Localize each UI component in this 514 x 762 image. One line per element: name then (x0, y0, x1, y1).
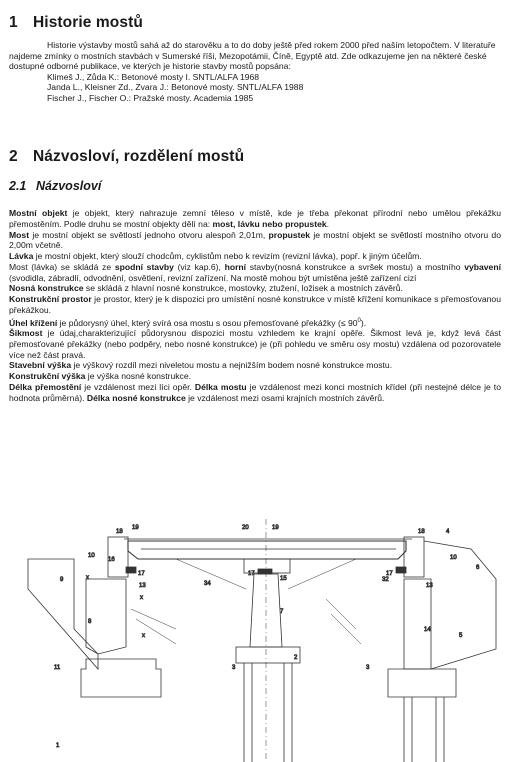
term-name: Úhel křížení (9, 317, 58, 328)
term-name: spodní stavby (114, 261, 174, 272)
terminology-paragraph (9, 371, 501, 382)
terminology-body (9, 208, 501, 403)
term-name: Most (9, 229, 30, 240)
terminology-paragraph (9, 382, 501, 404)
term-name: most, lávku nebo propustek (212, 218, 327, 229)
term-text: je mostní objekt se světlostí mostního otvoru do 2,00m včetně. (9, 229, 501, 251)
right-wing-wall (424, 541, 496, 669)
term-text: je výškový rozdíl mezi niveletou mostu a nejnižším bodem nosné konstrukce mostu. (71, 360, 393, 371)
term-text: je prostor, který je k dispozici pro umístění nosné konstrukce v místě křížení komunikace s přemosťovanou překážkou. (9, 294, 501, 315)
left-footing (81, 659, 161, 697)
figure-label: 19 (132, 525, 139, 531)
bridge-deck (128, 541, 406, 559)
history-intro (9, 40, 501, 104)
subsection-title: Názvosloví (36, 179, 102, 193)
left-abutment-wall (86, 579, 126, 654)
figure-label: 19 (272, 525, 279, 531)
term-text: stavby(nosná konstrukce a svršek mostu) a mostního (246, 261, 465, 272)
figure-label: 18 (418, 529, 425, 535)
term-name: Stavební výška (9, 360, 72, 371)
figure-label: 10 (88, 553, 95, 559)
term-text: . (326, 218, 330, 229)
figure-label: 4 (446, 529, 450, 535)
terminology-paragraph (9, 294, 501, 316)
figure-label: 11 (54, 665, 61, 671)
figure-label: x (140, 595, 143, 601)
figure-label: 1 (56, 743, 60, 749)
section-2-heading (9, 148, 244, 166)
figure-label: 34 (204, 581, 211, 587)
term-text: je vzdálenost mezi líci opěr. (81, 381, 195, 392)
terminology-paragraph (9, 316, 501, 329)
term-text: Most (lávka) se skládá ze (9, 261, 115, 272)
figure-label: 3 (366, 665, 370, 671)
pier-bearing (258, 569, 272, 574)
section-1-heading (9, 14, 143, 32)
figure-label: x (86, 575, 89, 581)
term-text: (viz kap.6), (173, 261, 225, 272)
figure-label: 7 (280, 609, 284, 615)
bridge-drawing (26, 519, 498, 762)
section-2-title: Názvosloví, rozdělení mostů (33, 148, 245, 165)
term-text: je výška nosné konstrukce. (85, 371, 191, 382)
figure-label: 14 (424, 627, 431, 633)
right-abutment-cap (404, 537, 424, 577)
term-text: je údaj,charakterizující půdorysnou dispozici mostu vzhledem ke krajní opěře. Šikmost levá je, když levá část přemosťované překážky (nebo podpěry, nebo nosné konstrukce) je (při pohledu ve směru osy mostu) vzdálena od pozorovatele více než část pravá. (9, 328, 501, 360)
term-text: (svodidla, zábradlí, odvodnění, osvětlení, revizní zařízení. Na mostě mohou být umístěna ještě zařízení cizí (9, 272, 417, 283)
term-name: Konstrukční prostor (9, 294, 92, 304)
term-text: je mostní objekt, který slouží chodcům, cyklistům nebo k revizím (revizní lávka), popř. k jiným účelům. (33, 251, 422, 261)
terminology-paragraph (9, 251, 501, 262)
term-text: je mostní objekt se světlostí jednoho otvoru alespoň 2,01m, (29, 229, 269, 240)
pier-footing (236, 647, 300, 663)
figure-label: 32 (382, 577, 389, 583)
term-name: Délka přemostění (9, 381, 82, 392)
subsection-heading (9, 179, 101, 193)
term-text: ). (360, 317, 367, 328)
history-paragraph: Historie výstavby mostů sahá až do starověku a to do doby ještě před rokem 2000 před naším letopočtem. V literatuře najdeme zmínky o mostních stavbách v Sumerské říši, Mezopotámii, Číně, Egyptě atd. Zde odkazujeme jen na některé české dostupné odborné publikace, ve kterých je historie stavby mostů popsána: (9, 40, 496, 72)
figure-label: 20 (242, 525, 249, 531)
figure-label: 5 (459, 633, 463, 639)
terminology-paragraph (9, 328, 501, 360)
figure-label: 6 (476, 565, 480, 571)
section-2-number: 2 (9, 148, 18, 165)
term-name: vybavení (464, 261, 501, 272)
figure-label: 16 (108, 557, 115, 563)
terminology-paragraph (9, 283, 501, 294)
right-footing (388, 669, 456, 697)
figure-label: 3 (232, 665, 236, 671)
terminology-paragraph (9, 208, 501, 230)
figure-label: 17 (386, 571, 393, 577)
terminology-paragraph (9, 360, 501, 371)
term-text: je vzdálenost mezi osami krajních mostních závěrů. (185, 392, 385, 403)
term-text: je vzdálenost mezi konci mostních křídel (při nestejné délce je to hodnota průměrná). (9, 381, 501, 403)
reference-item: Janda L., Kleisner Zd., Zvara J.: Betonové mosty. SNTL/ALFA 1988 (47, 82, 304, 93)
term-name: propustek (268, 229, 311, 240)
term-name: Délka mostu (194, 381, 247, 392)
figure-label: 18 (116, 529, 123, 535)
figure-label: 17 (138, 571, 145, 577)
term-name: Délka nosné konstrukce (86, 392, 186, 403)
reference-item: Klimeš J., Zůda K.: Betonové mosty I. SNTL/ALFA 1968 (47, 71, 260, 82)
term-text: se skládá z hlavní nosné konstrukce, mostovky, ztužení, ložisek a mostních závěrů. (83, 283, 403, 294)
section-1-number: 1 (9, 14, 18, 31)
figure-label: 13 (139, 583, 146, 589)
figure-label: 9 (60, 577, 64, 583)
term-name: Mostní objekt (9, 208, 68, 218)
term-name: Konstrukční výška (9, 371, 86, 382)
figure-label: 2 (294, 655, 298, 661)
terrain-line (131, 559, 361, 644)
right-abutment-wall (404, 579, 431, 669)
figure-label: 17 (248, 571, 255, 577)
figure-label: 13 (426, 583, 433, 589)
reference-list (9, 72, 501, 104)
figure-label: x (142, 633, 145, 639)
subsection-number: 2.1 (9, 179, 27, 193)
term-name: Lávka (9, 251, 34, 261)
reference-item: Fischer J., Fischer O.: Pražské mosty. Academia 1985 (47, 92, 254, 103)
left-bearing (126, 567, 136, 573)
degree-superscript: 0 (357, 317, 361, 324)
figure-label: 15 (280, 576, 287, 582)
bridge-cross-section-figure (26, 519, 498, 762)
term-name: Šikmost (9, 328, 43, 339)
figure-label: 10 (450, 555, 457, 561)
term-text: je objekt, který nahrazuje zemní těleso v místě, kde je třeba překonat přírodní nebo umělou překážku přemostěním. Podle druhu se mostní objekty dělí na: (9, 208, 501, 229)
section-1-title: Historie mostů (33, 14, 143, 31)
term-name: Nosná konstrukce (9, 283, 84, 294)
term-name: horní (224, 261, 247, 272)
term-text: je půdorysný úhel, který svírá osa mostu s osou přemosťované překážky (≤ 90 (57, 317, 358, 328)
right-bearing (396, 567, 406, 573)
terminology-paragraph (9, 262, 501, 284)
figure-label: 8 (88, 619, 92, 625)
terminology-paragraph (9, 230, 501, 252)
